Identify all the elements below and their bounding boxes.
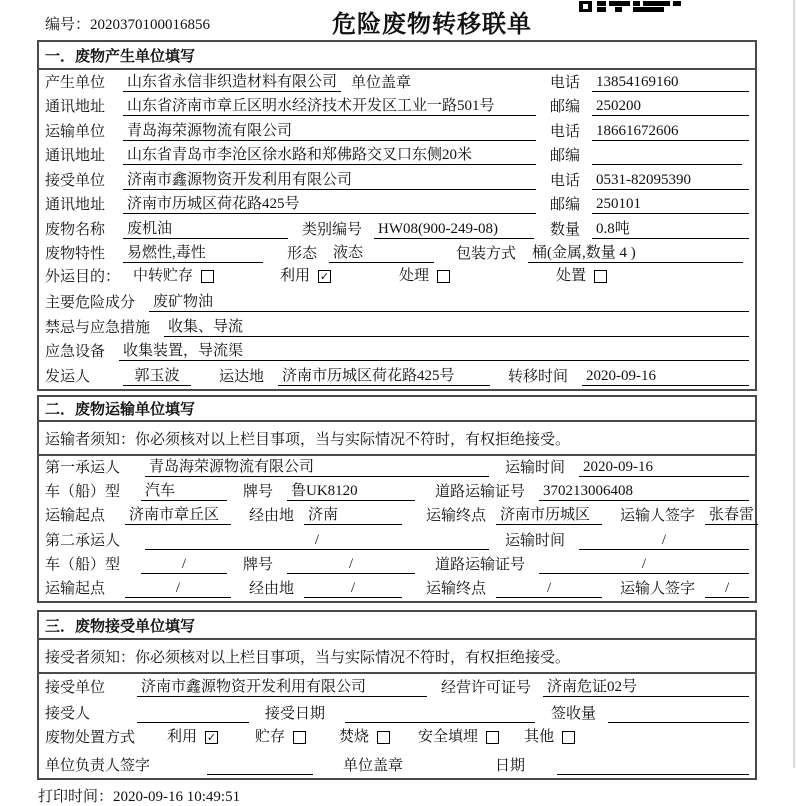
checkbox-treat bbox=[437, 270, 450, 283]
hazard-value: 废矿物油 bbox=[149, 293, 749, 312]
carrier1-time-value: 2020-09-16 bbox=[579, 458, 749, 477]
license-label: 经营许可证号 bbox=[441, 680, 532, 697]
producer-address-label: 通讯地址 bbox=[45, 99, 106, 115]
waste-property-label: 废物特性 bbox=[45, 246, 106, 262]
print-time-label: 打印时间： bbox=[38, 789, 114, 805]
transporter-address-row bbox=[39, 144, 755, 169]
disposal-option-landfill-label: 安全填埋 bbox=[418, 729, 479, 746]
vehicle2-permit-label: 道路运输证号 bbox=[435, 556, 526, 573]
vehicle2-type-label: 车（船）型 bbox=[45, 556, 121, 573]
dispatch-row bbox=[39, 364, 755, 389]
destination-label: 运达地 bbox=[219, 368, 265, 385]
carrier1-value: 青岛海荣源物流有限公司 bbox=[145, 458, 489, 477]
disposal-option-other-label: 其他 bbox=[524, 729, 555, 746]
producer-zip-value: 250200 bbox=[592, 97, 749, 116]
window-right-edge bbox=[793, 0, 795, 768]
route1-row bbox=[39, 504, 755, 528]
producer-row bbox=[39, 70, 755, 95]
route1-end-label: 运输终点 bbox=[426, 508, 487, 525]
transporter-value: 青岛海荣源物流有限公司 bbox=[123, 122, 536, 141]
responsible-sign-label: 单位负责人签字 bbox=[45, 758, 151, 775]
route1-sign-value: 张春雷 bbox=[705, 506, 758, 525]
purpose-option-use-label: 利用 bbox=[280, 268, 311, 285]
transporter-row bbox=[39, 119, 755, 144]
section1-title: 一．废物产生单位填写 bbox=[39, 42, 755, 70]
checkbox-transfer bbox=[201, 270, 214, 283]
vehicle2-plate-label: 牌号 bbox=[243, 556, 274, 573]
vehicle1-permit-value: 370213006408 bbox=[539, 482, 749, 501]
doc-number-label: 编号： bbox=[45, 17, 91, 33]
taboo-row bbox=[39, 315, 755, 340]
manifest-form bbox=[37, 40, 757, 780]
checkbox-disposal-other bbox=[562, 731, 575, 744]
waste-property-value: 易燃性,毒性 bbox=[123, 244, 263, 263]
page-title: 危险废物转移联单 bbox=[332, 11, 532, 38]
destination-value: 济南市历城区荷花路425号 bbox=[278, 367, 490, 386]
purpose-option-transfer bbox=[133, 269, 214, 284]
route2-start-label: 运输起点 bbox=[45, 581, 106, 598]
purpose-option-transfer-label: 中转贮存 bbox=[133, 268, 194, 285]
route2-end-label: 运输终点 bbox=[426, 581, 487, 598]
producer-value: 山东省永信非织造材料有限公司 bbox=[123, 73, 341, 92]
receiver-value: 济南市鑫源物资开发利用有限公司 bbox=[123, 171, 536, 190]
waste-property-row bbox=[39, 242, 755, 267]
producer-phone-value: 13854169160 bbox=[592, 73, 749, 92]
route1-sign-label: 运输人签字 bbox=[620, 508, 696, 525]
vehicle1-plate-label: 牌号 bbox=[243, 484, 274, 501]
transporter-phone-value: 18661672606 bbox=[592, 122, 749, 141]
receiver-zip-label: 邮编 bbox=[550, 197, 581, 213]
receive-unit-value: 济南市鑫源物资开发利用有限公司 bbox=[137, 678, 427, 697]
waste-name-row bbox=[39, 217, 755, 242]
section2-title: 二．废物运输单位填写 bbox=[39, 397, 755, 422]
purpose-label: 外运目的： bbox=[45, 268, 121, 285]
taboo-label: 禁忌与应急措施 bbox=[45, 319, 151, 336]
route2-sign-label: 运输人签字 bbox=[620, 581, 696, 598]
hazard-row bbox=[39, 291, 755, 316]
vehicle2-permit-value: / bbox=[539, 555, 749, 574]
vehicle1-type-label: 车（船）型 bbox=[45, 484, 121, 501]
producer-address-row bbox=[39, 95, 755, 120]
signed-qty-value bbox=[608, 705, 749, 723]
responsible-sign-value bbox=[207, 757, 313, 775]
receiver-notice: 接受者须知：你必须核对以上栏目事项，当与实际情况不符时，有权拒绝接受。 bbox=[39, 640, 755, 674]
purpose-option-treat bbox=[399, 269, 450, 284]
disposal-label: 废物处置方式 bbox=[45, 729, 136, 746]
doc-number-value: 2020370100016856 bbox=[90, 17, 211, 33]
equipment-label: 应急设备 bbox=[45, 344, 106, 360]
waste-category-value: HW08(900-249-08) bbox=[374, 220, 534, 239]
vehicle2-type-value: / bbox=[141, 555, 227, 574]
receiver-phone-value: 0531-82095390 bbox=[592, 171, 749, 190]
equipment-row bbox=[39, 340, 755, 365]
acceptor-label: 接受人 bbox=[45, 706, 91, 723]
transporter-label: 运输单位 bbox=[45, 123, 106, 140]
carrier2-time-label: 运输时间 bbox=[504, 532, 565, 549]
route2-start-value: / bbox=[125, 579, 231, 598]
disposal-option-other bbox=[524, 730, 575, 745]
taboo-value: 收集、导流 bbox=[164, 318, 749, 337]
waste-name-value: 废机油 bbox=[123, 220, 288, 239]
vehicle2-plate-value: / bbox=[287, 555, 415, 574]
disposal-row bbox=[39, 726, 755, 752]
carrier2-time-value: / bbox=[579, 531, 749, 550]
checkbox-disposal-landfill bbox=[486, 731, 499, 744]
waste-form-value: 液态 bbox=[329, 244, 434, 263]
vehicle2-row bbox=[39, 553, 755, 577]
section-producer bbox=[37, 40, 757, 391]
date-value bbox=[557, 757, 749, 775]
carrier1-time-label: 运输时间 bbox=[504, 459, 565, 476]
section3-title: 三．废物接受单位填写 bbox=[39, 612, 755, 640]
vehicle1-plate-value: 鲁UK8120 bbox=[287, 482, 415, 501]
acceptor-value bbox=[137, 705, 249, 723]
transporter-zip-value bbox=[592, 147, 742, 165]
transfer-time-value: 2020-09-16 bbox=[582, 367, 749, 386]
route2-sign-value: / bbox=[705, 579, 749, 598]
checkbox-disposal-use: ✓ bbox=[206, 731, 217, 745]
route1-start-label: 运输起点 bbox=[45, 508, 106, 525]
purpose-option-dispose bbox=[556, 269, 607, 284]
carrier2-label: 第二承运人 bbox=[45, 532, 121, 549]
document-header bbox=[37, 4, 757, 38]
disposal-option-burn-label: 焚烧 bbox=[339, 729, 370, 746]
responsible-sign-row bbox=[39, 752, 755, 778]
disposal-option-store bbox=[255, 730, 306, 745]
section-transport bbox=[37, 395, 757, 604]
vehicle1-row bbox=[39, 480, 755, 504]
receiver-address-row bbox=[39, 193, 755, 218]
carrier1-row bbox=[39, 456, 755, 480]
section-receiver bbox=[37, 610, 757, 780]
transporter-phone-label: 电话 bbox=[550, 123, 581, 140]
waste-pack-value: 桶(金属,数量 4 ) bbox=[528, 244, 743, 263]
route1-via-label: 经由地 bbox=[249, 508, 295, 525]
print-time-value: 2020-09-16 10:49:51 bbox=[113, 789, 241, 805]
route2-end-value: / bbox=[496, 579, 602, 598]
transporter-address-value: 山东省青岛市李沧区徐水路和郑佛路交叉口东侧20米 bbox=[123, 146, 536, 165]
date-label: 日期 bbox=[495, 758, 526, 775]
vehicle1-permit-label: 道路运输证号 bbox=[435, 484, 526, 501]
checkbox-use: ✓ bbox=[319, 270, 330, 284]
producer-label: 产生单位 bbox=[45, 74, 106, 91]
waste-form-label: 形态 bbox=[287, 246, 318, 262]
print-time bbox=[38, 785, 240, 806]
disposal-option-burn bbox=[339, 730, 390, 745]
unit-seal-label: 单位盖章 bbox=[343, 758, 404, 775]
carrier2-row bbox=[39, 528, 755, 552]
transporter-zip-label: 邮编 bbox=[550, 148, 581, 164]
receiver-phone-label: 电话 bbox=[550, 172, 581, 189]
accept-date-label: 接受日期 bbox=[265, 706, 326, 723]
route2-via-label: 经由地 bbox=[249, 581, 295, 598]
transfer-time-label: 转移时间 bbox=[508, 368, 569, 385]
dispatcher-value: 郭玉波 bbox=[123, 367, 191, 386]
producer-zip-label: 邮编 bbox=[550, 99, 581, 115]
transporter-notice: 运输者须知：你必须核对以上栏目事项，当与实际情况不符时，有权拒绝接受。 bbox=[39, 422, 755, 456]
checkbox-dispose bbox=[594, 270, 607, 283]
purpose-option-treat-label: 处理 bbox=[399, 268, 430, 285]
producer-phone-label: 电话 bbox=[550, 74, 581, 91]
equipment-value: 收集装置，导流渠 bbox=[119, 342, 749, 361]
disposal-option-store-label: 贮存 bbox=[255, 729, 286, 746]
route1-end-value: 济南市历城区 bbox=[496, 506, 602, 525]
waste-qty-value: 0.8吨 bbox=[592, 220, 749, 239]
transporter-address-label: 通讯地址 bbox=[45, 148, 106, 164]
purpose-option-use bbox=[280, 269, 331, 284]
producer-seal-label: 单位盖章 bbox=[351, 74, 412, 91]
acceptor-row bbox=[39, 700, 755, 726]
waste-category-label: 类别编号 bbox=[302, 221, 363, 238]
receive-unit-label: 接受单位 bbox=[45, 680, 106, 697]
signed-qty-label: 签收量 bbox=[551, 706, 597, 723]
disposal-option-use-label: 利用 bbox=[167, 729, 198, 746]
waste-qty-label: 数量 bbox=[550, 221, 581, 238]
purpose-row bbox=[39, 266, 755, 291]
receiver-label: 接受单位 bbox=[45, 172, 106, 189]
receiver-zip-value: 250101 bbox=[592, 195, 749, 214]
disposal-option-landfill bbox=[418, 730, 499, 745]
route2-via-value: / bbox=[304, 579, 402, 598]
producer-address-value: 山东省济南市章丘区明水经济技术开发区工业一路501号 bbox=[123, 97, 536, 116]
checkbox-disposal-store bbox=[293, 731, 306, 744]
accept-date-value bbox=[345, 705, 535, 723]
route1-via-value: 济南 bbox=[304, 506, 402, 525]
receiver-row bbox=[39, 168, 755, 193]
disposal-option-use bbox=[167, 730, 218, 745]
receiver-address-value: 济南市历城区荷花路425号 bbox=[123, 195, 536, 214]
hazard-label: 主要危险成分 bbox=[45, 295, 136, 311]
receive-unit-row bbox=[39, 674, 755, 700]
route2-row bbox=[39, 577, 755, 601]
purpose-option-dispose-label: 处置 bbox=[556, 268, 587, 285]
carrier2-value: / bbox=[145, 531, 489, 550]
dispatcher-label: 发运人 bbox=[45, 368, 91, 385]
checkbox-disposal-burn bbox=[377, 731, 390, 744]
carrier1-label: 第一承运人 bbox=[45, 459, 121, 476]
receiver-address-label: 通讯地址 bbox=[45, 197, 106, 213]
route1-start-value: 济南市章丘区 bbox=[125, 506, 231, 525]
waste-name-label: 废物名称 bbox=[45, 221, 106, 238]
vehicle1-type-value: 汽车 bbox=[141, 482, 227, 501]
waste-pack-label: 包装方式 bbox=[456, 246, 517, 262]
license-value: 济南危证02号 bbox=[543, 678, 749, 697]
